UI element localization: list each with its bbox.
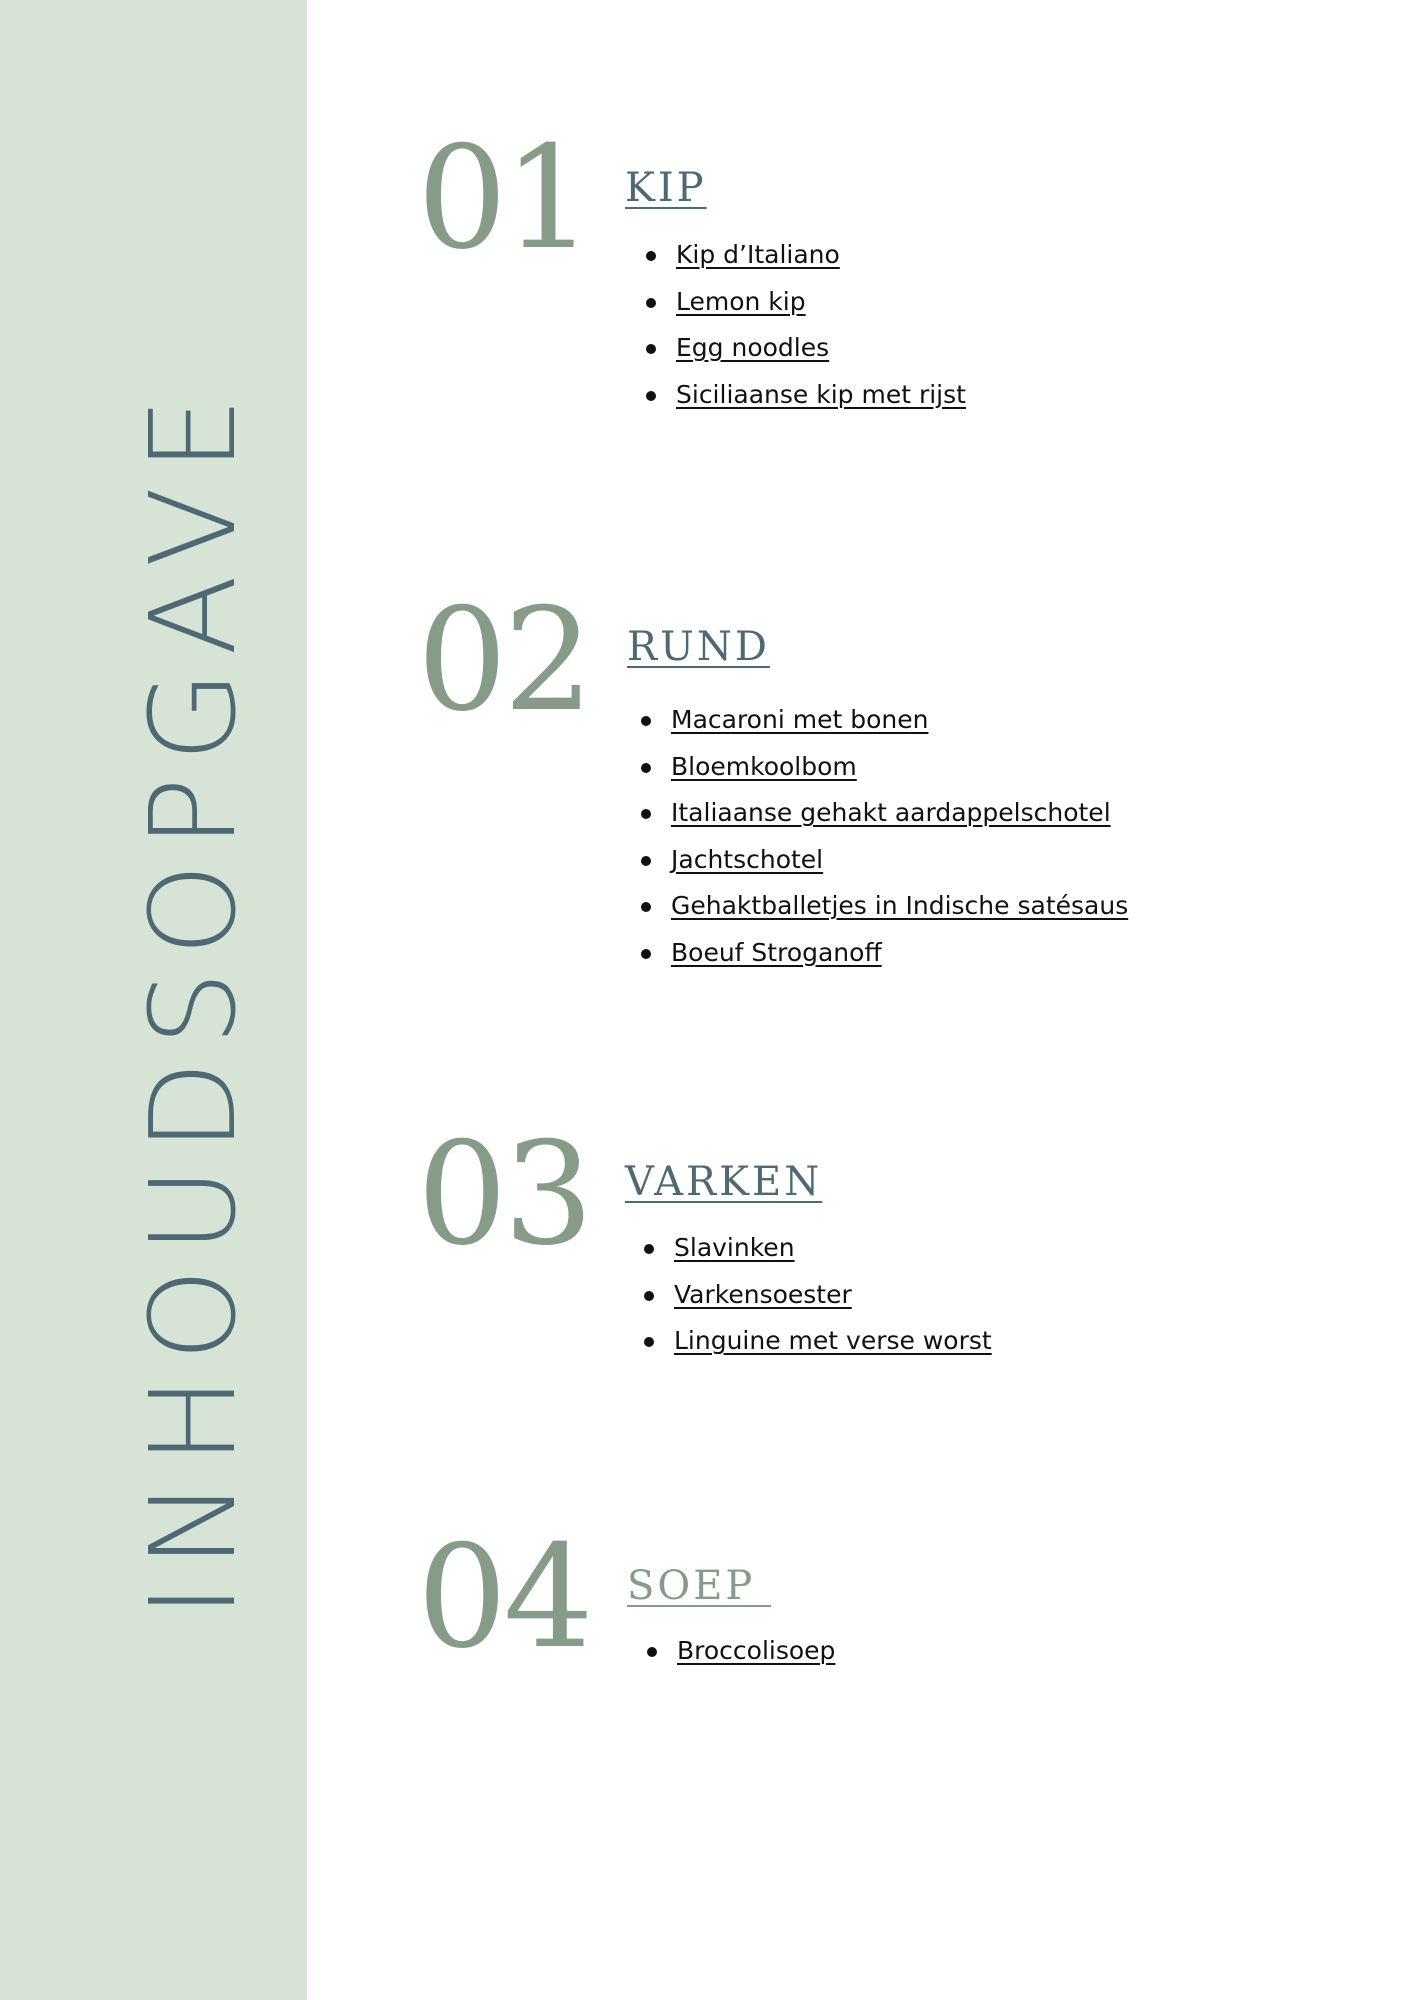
list-item [674, 1272, 992, 1319]
recipe-link[interactable]: Bloemkoolbom [671, 751, 857, 781]
list-item [677, 1628, 835, 1675]
recipe-link[interactable]: Varkensoester [674, 1279, 852, 1309]
list-item [671, 930, 1128, 977]
bullet-icon [644, 1337, 654, 1347]
list-item [676, 232, 966, 279]
recipe-link[interactable]: Slavinken [674, 1233, 795, 1262]
section-number: 04 [417, 1515, 590, 1680]
recipe-link[interactable]: Lemon kip [676, 286, 806, 316]
bullet-icon [644, 1291, 654, 1301]
bullet-icon [641, 763, 651, 773]
recipe-link[interactable]: Italiaanse gehakt aardappelschotel [671, 798, 1111, 827]
recipe-link[interactable]: Broccolisoep [677, 1636, 836, 1665]
bullet-icon [647, 1647, 657, 1657]
list-item [674, 1225, 992, 1272]
recipe-link[interactable]: Linguine met verse worst [674, 1326, 992, 1355]
recipe-list [674, 1225, 992, 1365]
recipe-link[interactable]: Jachtschotel [671, 844, 824, 874]
list-item [671, 883, 1128, 930]
recipe-link[interactable]: Macaroni met bonen [671, 705, 929, 734]
list-item [671, 837, 1128, 884]
bullet-icon [641, 809, 651, 819]
section-title-link[interactable]: RUND [627, 624, 770, 670]
page-title: INHOUDSOPGAVE [124, 382, 262, 1618]
list-item [676, 325, 966, 372]
section-number: 01 [417, 116, 590, 281]
recipe-link[interactable]: Gehaktballetjes in Indische satésaus [671, 891, 1129, 920]
recipe-link[interactable]: Siciliaanse kip met rijst [676, 379, 966, 409]
section-title-link[interactable]: SOEP [627, 1563, 772, 1609]
recipe-link[interactable]: Egg noodles [676, 333, 830, 362]
section-title-link[interactable]: VARKEN [625, 1159, 823, 1205]
list-item [676, 372, 966, 419]
bullet-icon [641, 902, 651, 912]
sidebar [0, 0, 307, 2000]
recipe-list [676, 232, 966, 418]
bullet-icon [646, 251, 656, 261]
recipe-link[interactable]: Kip d’Italiano [676, 240, 840, 269]
list-item [671, 697, 1128, 744]
bullet-icon [641, 949, 651, 959]
list-item [671, 744, 1128, 791]
list-item [674, 1318, 992, 1365]
bullet-icon [646, 344, 656, 354]
section-number: 02 [417, 578, 590, 743]
recipe-list [677, 1628, 835, 1675]
bullet-icon [644, 1244, 654, 1254]
recipe-list [671, 697, 1128, 976]
list-item [671, 790, 1128, 837]
section-title-link[interactable]: KIP [625, 165, 707, 211]
bullet-icon [646, 298, 656, 308]
bullet-icon [646, 391, 656, 401]
bullet-icon [641, 856, 651, 866]
list-item [676, 279, 966, 326]
section-number: 03 [417, 1112, 590, 1277]
recipe-link[interactable]: Boeuf Stroganoff [671, 937, 882, 967]
bullet-icon [641, 716, 651, 726]
